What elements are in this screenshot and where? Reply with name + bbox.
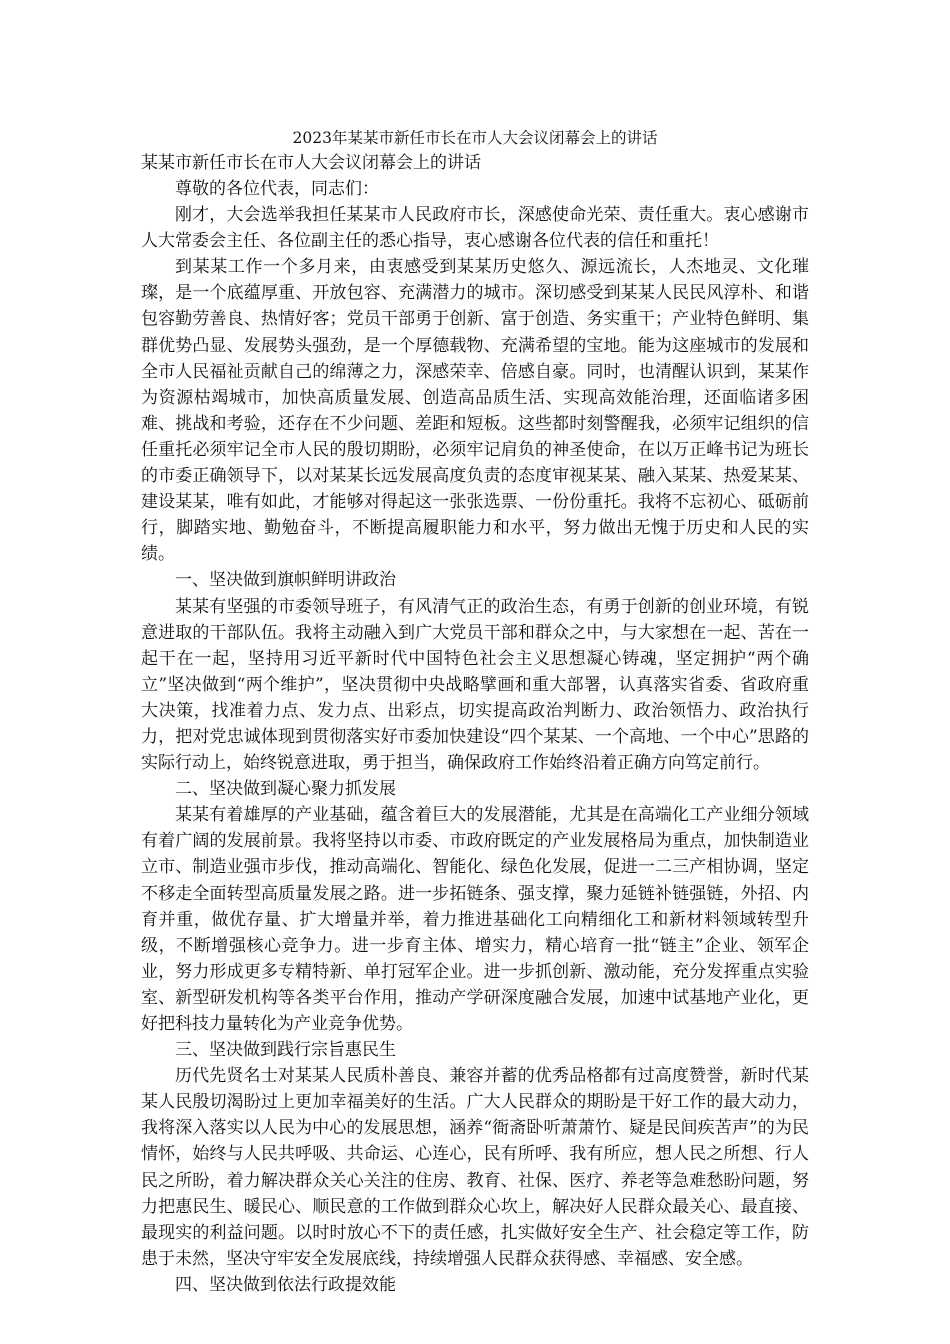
section-heading-governance: 四、坚决做到依法行政提效能 [175,1274,396,1295]
section-body-politics: 某某有坚强的市委领导班子，有风清气正的政治生态，有勇于创新的创业环境，有锐意进取的干部队伍。我将主动融入到广大党员干部和群众之中，与大家想在一起、苦在一起干在一起，坚持用习近平新时代中国特色社会主义思想凝心铸魂，坚定拥护“两个确立”坚决做到“两个维护”，坚决贯彻中央战略擘画和重大部署，认真落实省委、省政府重大决策，找准着力点、发力点、出彩点，切实提高政治判断力、政治领悟力、政治执行力，把对党忠诚体现到贯彻落实好市委加快建设“四个某某、一个高地、一个中心”思路的实际行动上，始终锐意进取，勇于担当，确保政府工作始终沿着正确方向笃定前行。 [141,596,809,774]
section-heading-development: 二、坚决做到凝心聚力抓发展 [175,779,396,800]
intro-paragraph: 到某某工作一个多月来，由衷感受到某某历史悠久、源远流长，人杰地灵、文化璀璨，是一个底蕴厚重、开放包容、充满潜力的城市。深切感受到某某人民民风淳朴、和谐包容勤劳善良、热情好客；党员干部勇于创新、富于创造、务实重干；产业特色鲜明、集群优势凸显、发展势头强劲，是一个厚德载物、充满希望的宝地。能为这座城市的发展和全市人民福祉贡献自己的绵薄之力，深感荣幸、倍感自豪。同时，也清醒认识到，某某作为资源枯竭城市，加快高质量发展、创造高品质生活、实现高效能治理，还面临诸多困难、挑战和考验，还存在不少问题、差距和短板。这些都时刻警醒我，必须牢记组织的信任重托必须牢记全市人民的殷切期盼，必须牢记肩负的神圣使命，在以万正峰书记为班长的市委正确领导下，以对某某长远发展高度负责的态度审视某某、融入某某、热爱某某、建设某某，唯有如此，才能够对得起这一张张选票、一份份重托。我将不忘初心、砥砺前行，脚踏实地、勤勉奋斗，不断提高履职能力和水平，努力做出无愧于历史和人民的实绩。 [141,257,809,565]
section-body-development: 某某有着雄厚的产业基础，蕴含着巨大的发展潜能，尤其是在高端化工产业细分领域有着广阔的发展前景。我将坚持以市委、市政府既定的产业发展格局为重点，加快制造业立市、制造业强市步伐，推动高端化、智能化、绿色化发展，促进一二三产相协调，坚定不移走全面转型高质量发展之路。进一步拓链条、强支撑，聚力延链补链强链，外招、内育并重，做优存量、扩大增量并举，着力推进基础化工向精细化工和新材料领域转型升级，不断增强核心竞争力。进一步育主体、增实力，精心培育一批“链主”企业、领军企业，努力形成更多专精特新、单打冠军企业。进一步抓创新、激动能，充分发挥重点实验室、新型研发机构等各类平台作用，推动产学研深度融合发展，加速中试基地产业化，更好把科技力量转化为产业竞争优势。 [141,805,809,1034]
document-page [141,126,809,1298]
section-heading-livelihood: 三、坚决做到践行宗旨惠民生 [175,1040,396,1061]
document-title: 2023年某某市新任市长在市人大会议闭幕会上的讲话 [292,129,658,147]
opening-paragraph: 刚才，大会选举我担任某某市人民政府市长，深感使命光荣、责任重大。衷心感谢市人大常委会主任、各位副主任的悉心指导，衷心感谢各位代表的信任和重托！ [141,205,809,252]
document-subtitle: 某某市新任市长在市人大会议闭幕会上的讲话 [141,153,481,173]
salutation: 尊敬的各位代表，同志们： [175,179,379,199]
section-body-livelihood: 历代先贤名士对某某人民质朴善良、兼容并蓄的优秀品格都有过高度赞誉，新时代某某人民殷切渴盼过上更加幸福美好的生活。广大人民群众的期盼是干好工作的最大动力，我将深入落实以人民为中心的发展思想，涵养“衙斋卧听萧萧竹、疑是民间疾苦声”的为民情怀，始终与人民共呼吸、共命运、心连心，民有所呼、我有所应，想人民之所想、行人民之所盼，着力解决群众关心关注的住房、教育、社保、医疗、养老等急难愁盼问题，努力把惠民生、暖民心、顺民意的工作做到群众心坎上，解决好人民群众最关心、最直接、最现实的利益问题。以时时放心不下的责任感，扎实做好安全生产、社会稳定等工作，防患于未然，坚决守牢安全发展底线，持续增强人民群众获得感、幸福感、安全感。 [141,1066,809,1269]
section-heading-politics: 一、坚决做到旗帜鲜明讲政治 [175,570,396,591]
